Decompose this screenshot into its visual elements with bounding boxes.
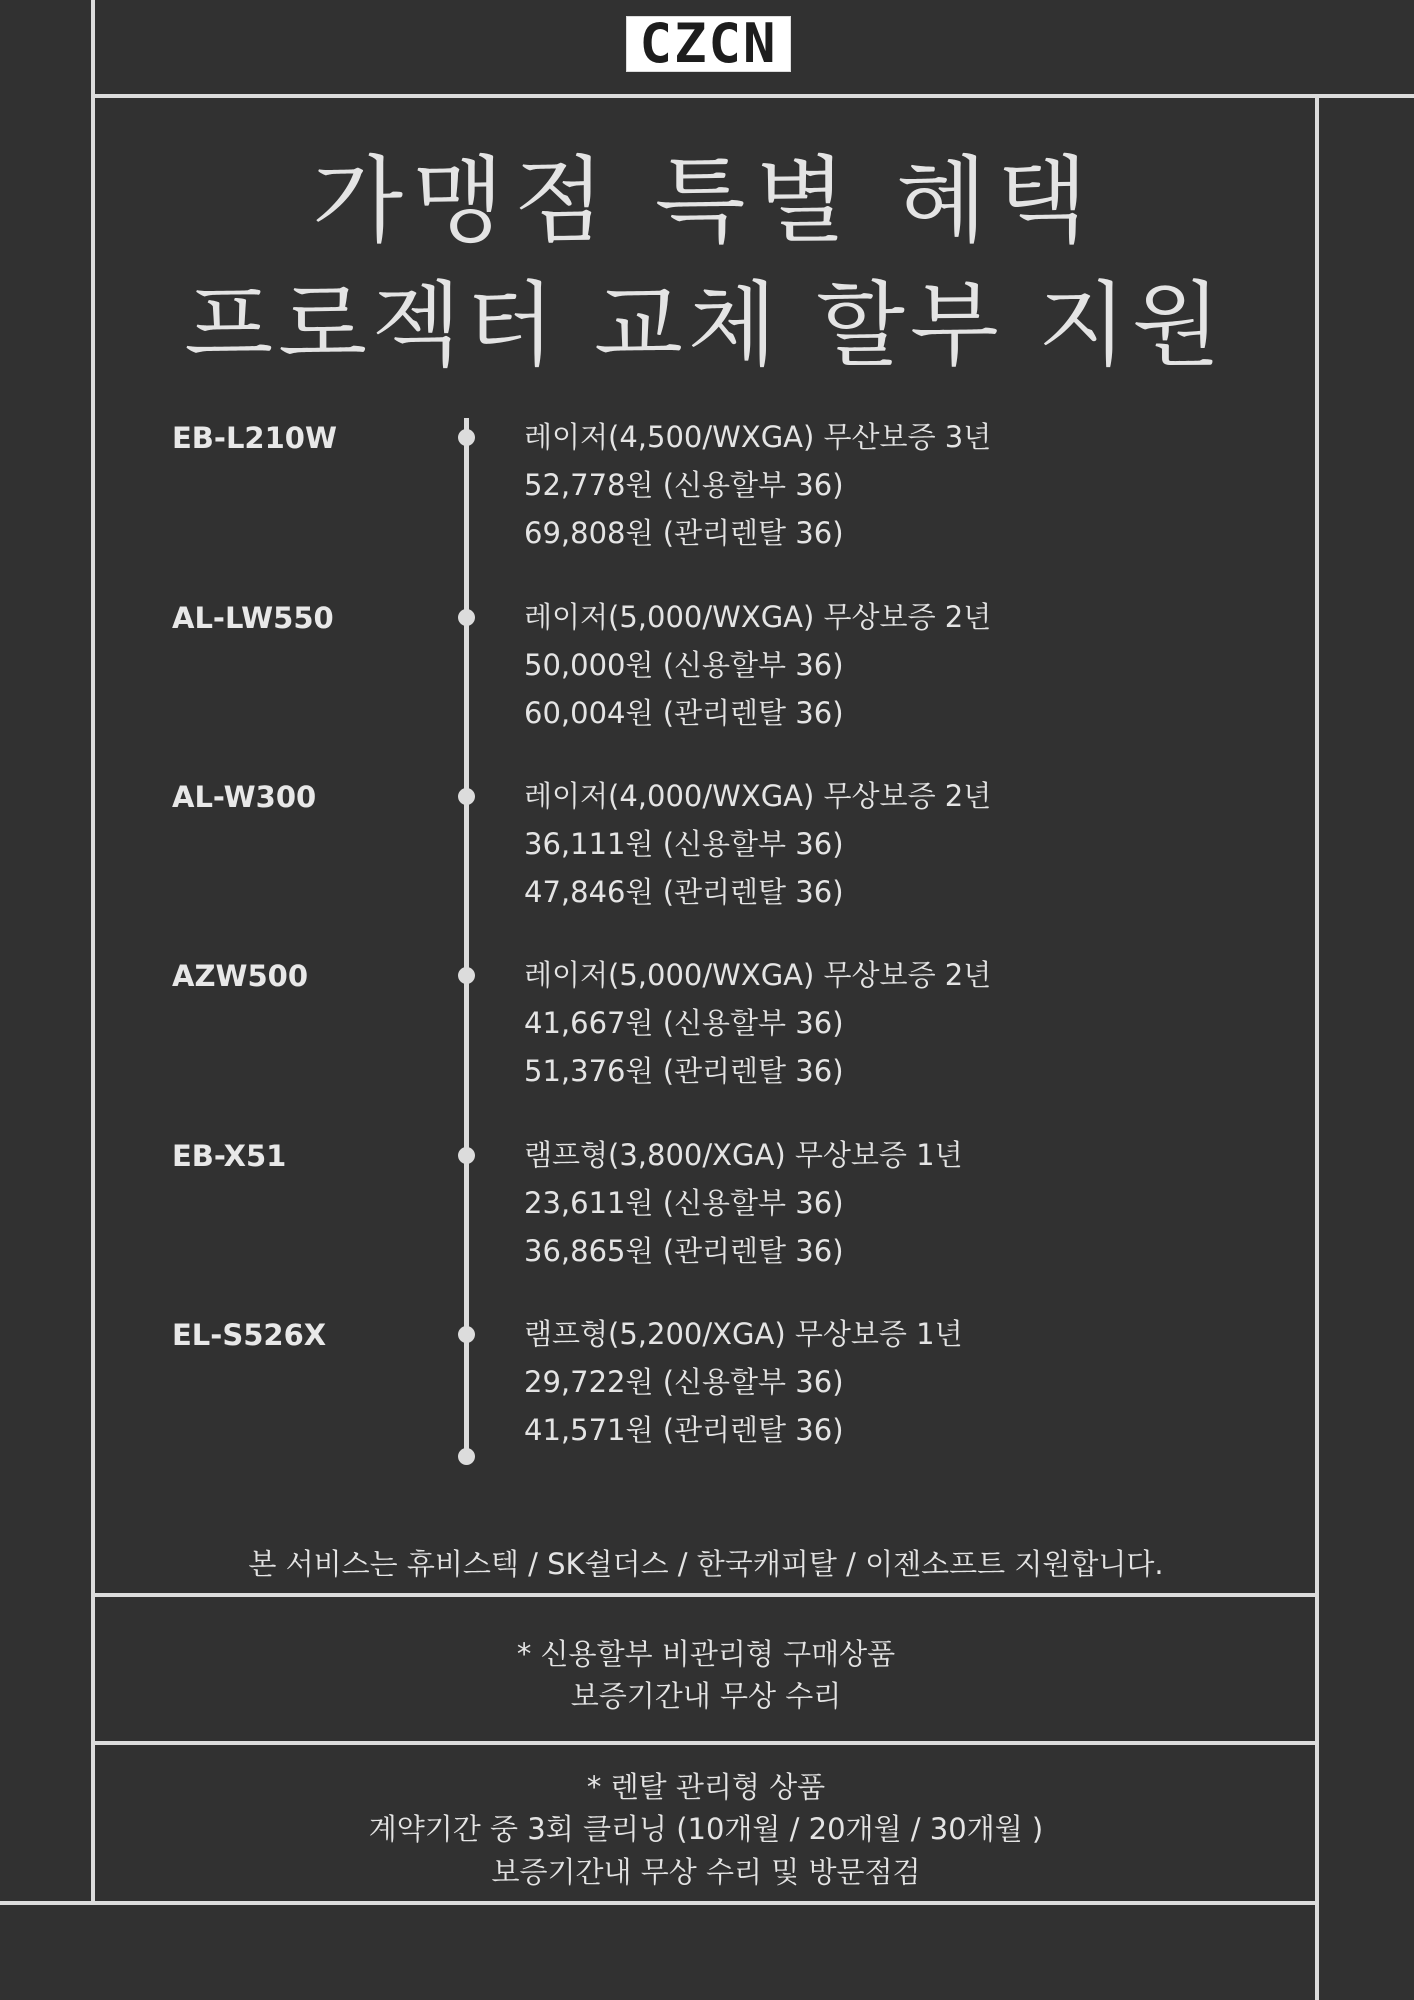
frame-bottom-line — [0, 1901, 1319, 1905]
product-installment-price: 36,111원 (신용할부 36) — [524, 827, 844, 861]
rental-note-title: * 렌탈 관리형 상품 — [586, 1770, 826, 1804]
brand-logo — [626, 12, 791, 75]
product-details — [524, 951, 991, 1095]
product-details — [524, 1131, 963, 1275]
product-rental-price: 41,571원 (관리렌탈 36) — [524, 1413, 844, 1447]
product-model: EB-X51 — [172, 1139, 287, 1173]
page-title-line2: 프로젝터 교체 할부 지원 — [184, 272, 1226, 379]
timeline-dot — [458, 967, 475, 984]
rental-note-detail: 보증기간내 무상 수리 및 방문점검 — [491, 1855, 921, 1889]
product-rental-price: 47,846원 (관리렌탈 36) — [524, 875, 844, 909]
product-model: EB-L210W — [172, 421, 337, 455]
brand-logo-text: CZCN — [639, 12, 778, 75]
frame-top-line — [91, 94, 1414, 98]
frame-divider-1 — [91, 1593, 1319, 1597]
product-details — [524, 413, 991, 557]
product-rental-price: 51,376원 (관리렌탈 36) — [524, 1054, 844, 1088]
timeline-end-dot — [458, 1448, 475, 1465]
installment-note-title: * 신용할부 비관리형 구매상품 — [516, 1637, 896, 1671]
product-spec: 레이저(4,500/WXGA) 무산보증 3년 — [524, 420, 992, 454]
timeline-dot — [458, 1326, 475, 1343]
product-spec: 레이저(5,000/WXGA) 무상보증 2년 — [524, 958, 992, 992]
timeline-dot — [458, 788, 475, 805]
timeline-dot — [458, 429, 475, 446]
product-rental-price: 36,865원 (관리렌탈 36) — [524, 1234, 844, 1268]
timeline-dot — [458, 609, 475, 626]
product-installment-price: 23,611원 (신용할부 36) — [524, 1186, 844, 1220]
product-rental-price: 60,004원 (관리렌탈 36) — [524, 696, 844, 730]
rental-note-cleaning: 계약기간 중 3회 클리닝 (10개월 / 20개월 / 30개월 ) — [368, 1812, 1044, 1846]
product-model: AL-LW550 — [172, 601, 334, 635]
frame-divider-2 — [91, 1741, 1319, 1745]
installment-note-detail: 보증기간내 무상 수리 — [570, 1679, 842, 1713]
service-note: 본 서비스는 휴비스텍 / SK쉴더스 / 한국캐피탈 / 이젠소프트 지원합니다. — [248, 1547, 1164, 1581]
product-details — [524, 593, 991, 737]
product-rental-price: 69,808원 (관리렌탈 36) — [524, 516, 844, 550]
product-installment-price: 50,000원 (신용할부 36) — [524, 648, 844, 682]
page-title-line1: 가맹점 특별 혜택 — [312, 147, 1098, 256]
product-model: EL-S526X — [172, 1318, 327, 1352]
product-installment-price: 29,722원 (신용할부 36) — [524, 1365, 844, 1399]
product-spec: 램프형(5,200/XGA) 무상보증 1년 — [524, 1317, 963, 1351]
product-details — [524, 1310, 963, 1454]
timeline-dot — [458, 1147, 475, 1164]
product-spec: 레이저(5,000/WXGA) 무상보증 2년 — [524, 600, 992, 634]
product-installment-price: 52,778원 (신용할부 36) — [524, 468, 844, 502]
product-model: AZW500 — [172, 959, 308, 993]
product-spec: 램프형(3,800/XGA) 무상보증 1년 — [524, 1138, 963, 1172]
product-spec: 레이저(4,000/WXGA) 무상보증 2년 — [524, 779, 992, 813]
product-installment-price: 41,667원 (신용할부 36) — [524, 1006, 844, 1040]
product-details — [524, 772, 991, 916]
timeline-line — [464, 418, 469, 1458]
product-model: AL-W300 — [172, 780, 317, 814]
